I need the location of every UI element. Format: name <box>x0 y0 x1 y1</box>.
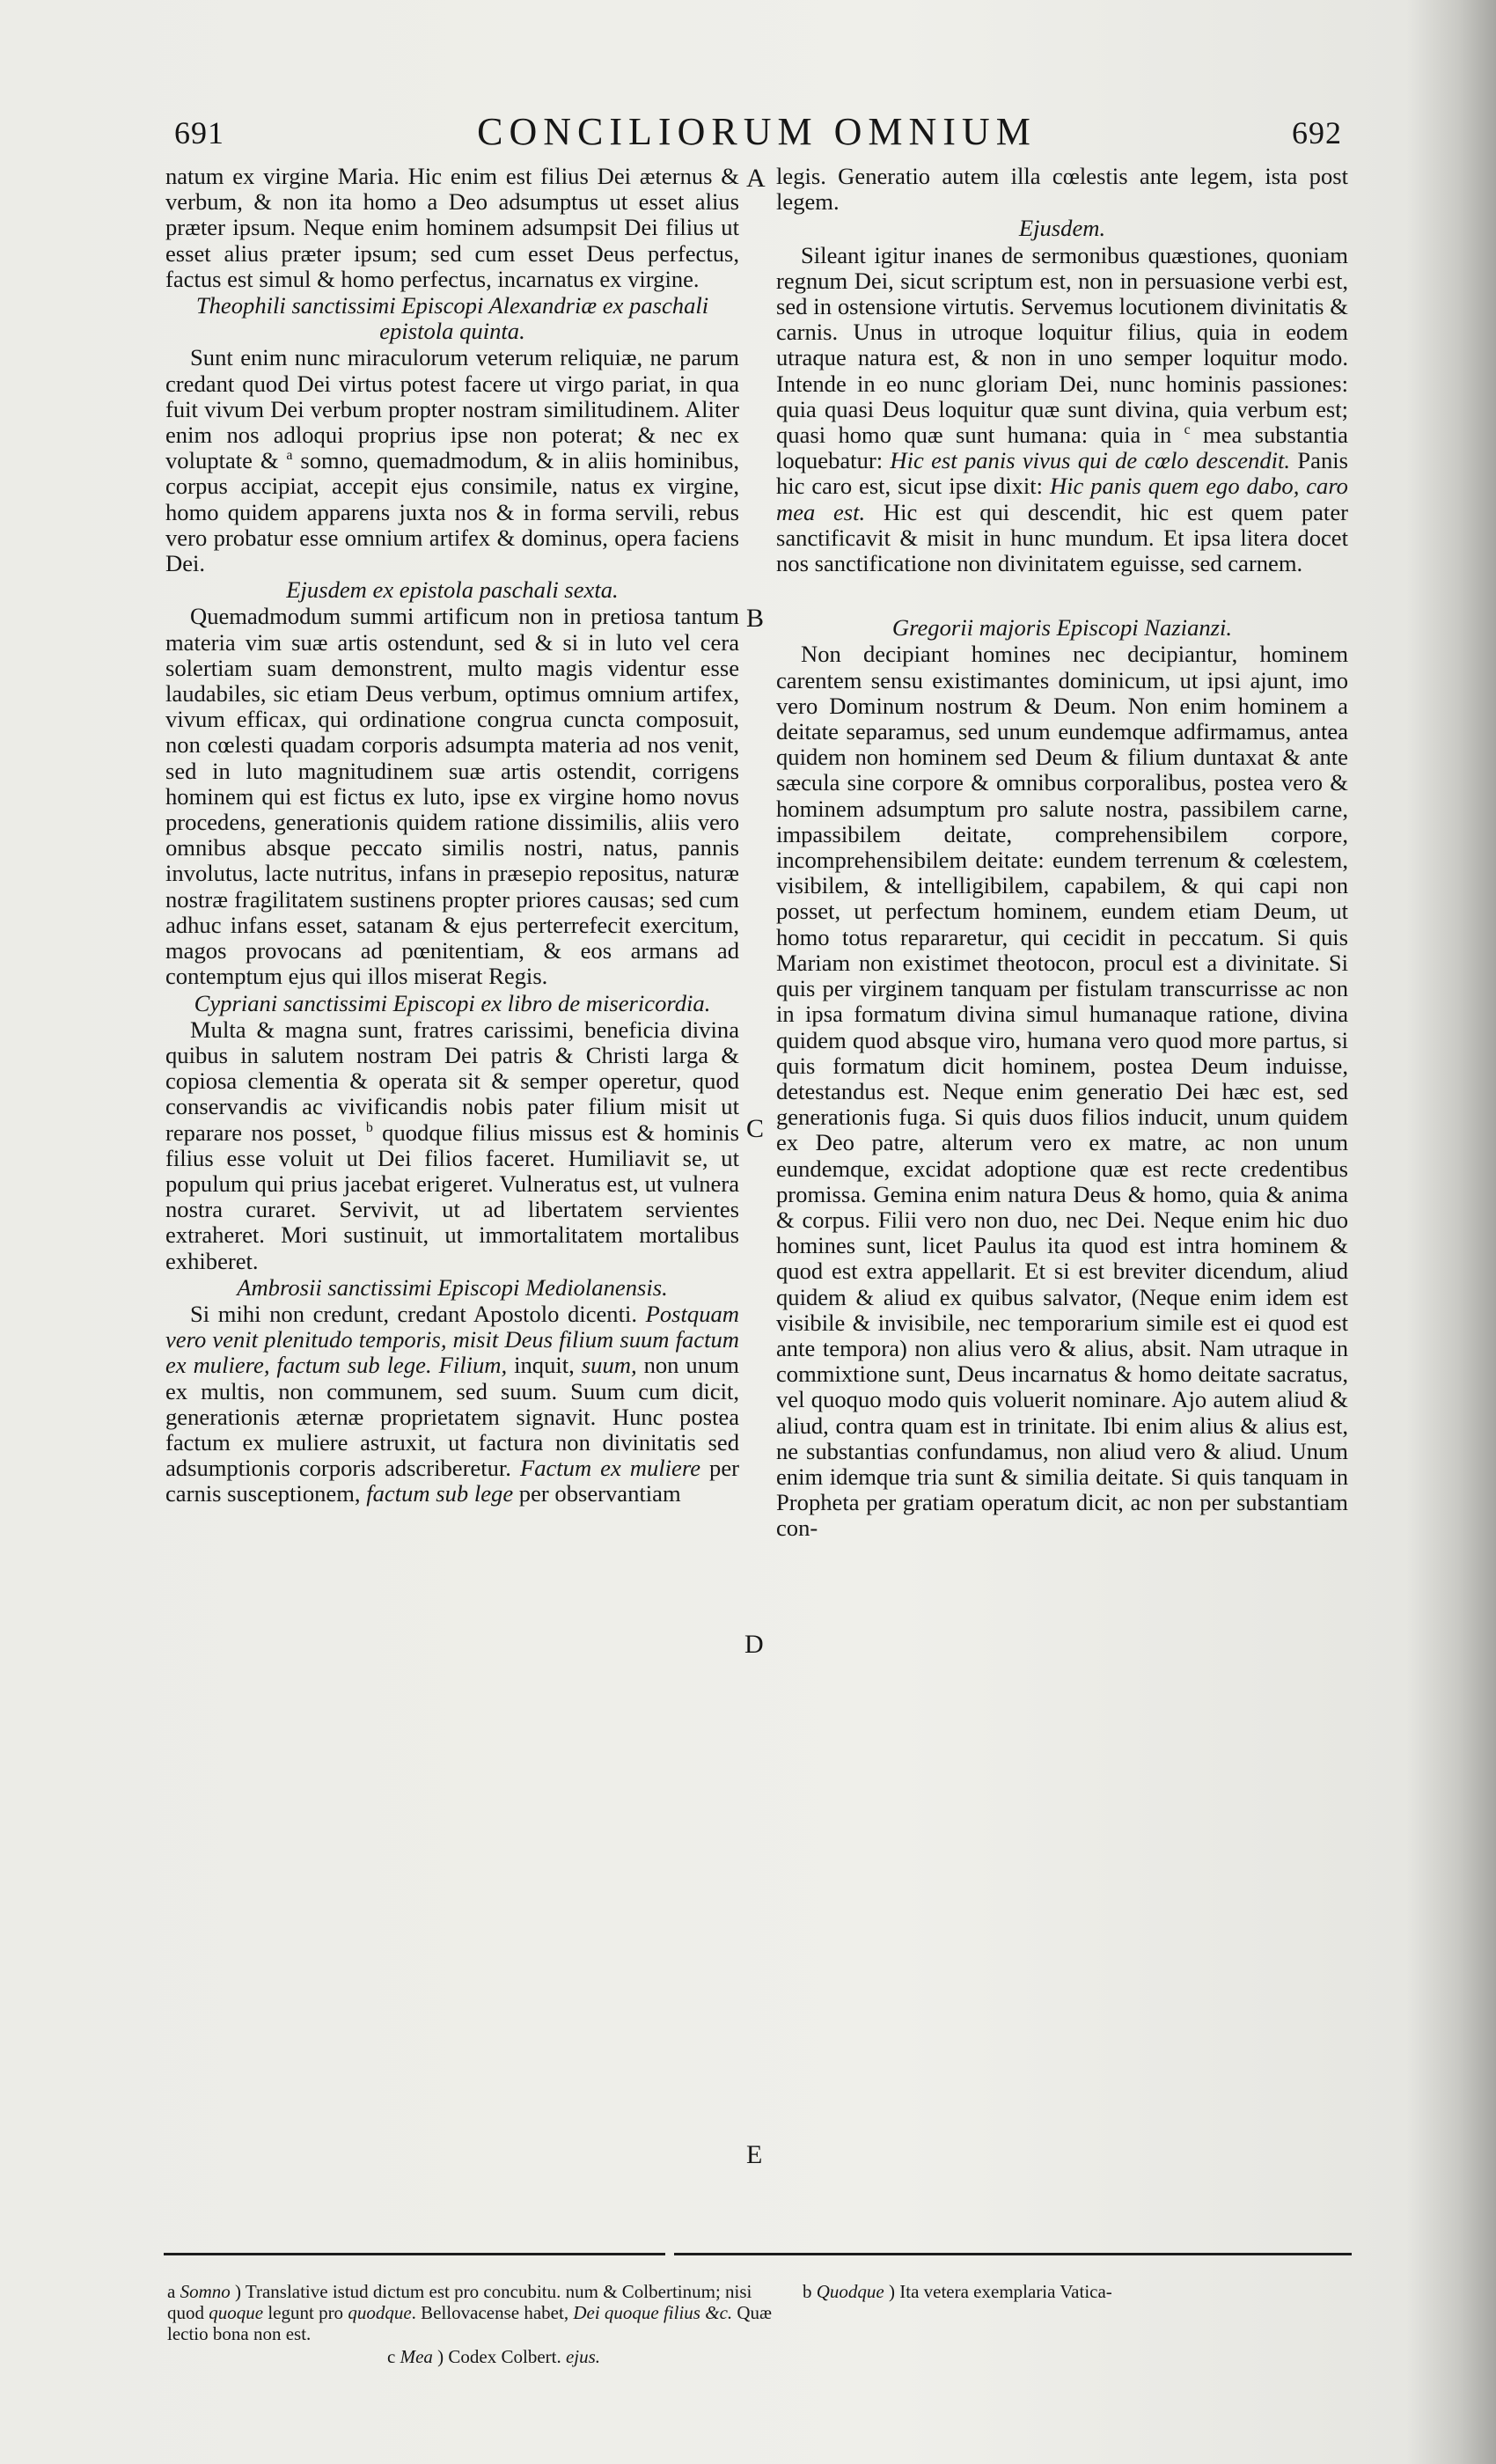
footnote-text: ) Translative istud dictum est pro concubitu. num & Colbertinum; nisi quod <box>167 2281 752 2323</box>
text-run: per carnis susceptionem, <box>165 1455 739 1507</box>
scripture-quote: suum, <box>581 1352 637 1379</box>
footnote-column-right <box>803 2281 1348 2304</box>
text-run: Si mihi non credunt, credant Apostolo dicenti. <box>190 1300 638 1327</box>
page-number-right: 692 <box>1292 115 1342 150</box>
text-run: non unum ex multis, non communem, sed suum. Suum cum dicit, generationis æternæ proprietatem signavit. Hunc postea factum ex muliere astruxit, ut factura non divinitatis sed adsumptionis corporis adscriberetur. <box>165 1352 739 1482</box>
section-heading: Ejusdem. <box>1018 215 1106 242</box>
footnote-text: . Bellovacense habet, <box>411 2302 569 2323</box>
footnote-text: legunt pro <box>268 2302 344 2323</box>
paragraph <box>165 1017 739 1274</box>
footnote-lemma: Somno <box>180 2281 231 2302</box>
footnote-italic: quodque <box>348 2302 412 2323</box>
footnote-text: ) Ita vetera exemplaria Vatica- <box>889 2281 1112 2302</box>
paragraph: legis. Generatio autem illa cœlestis ante legem, ista post legem. <box>776 163 1348 216</box>
footnote-mark: a <box>167 2281 176 2302</box>
text-run: mea substantia loquebatur: <box>776 422 1348 474</box>
paragraph: natum ex virgine Maria. Hic enim est filius Dei æternus & verbum, & non ita homo a Deo adsumptus ut esset alius præter ipsum. Neque enim hominem adsumpsit Dei filius ut esset alius præter ipsum; sed cum esset Deus perfectus, factus est simul & homo perfectus, incarnatus ex virgine. <box>165 163 739 292</box>
left-column <box>165 164 739 1507</box>
footnote-mark: c <box>387 2346 396 2367</box>
paragraph <box>776 243 1348 577</box>
rule-segment <box>674 2253 1352 2255</box>
footnote-b <box>803 2281 1348 2302</box>
margin-letter-c: C <box>746 1114 765 1143</box>
scripture-quote: factum sub lege <box>366 1480 514 1507</box>
margin-letter-a: A <box>746 164 766 193</box>
footnote-italic: Dei quoque filius &c. <box>573 2302 733 2323</box>
scripture-quote: Hic panis quem ego dabo, caro mea est. <box>776 473 1348 525</box>
scripture-quote: Postquam vero venit plenitudo temporis, misit Deus filium suum factum ex muliere, factum sub lege. Filium, <box>165 1300 739 1379</box>
page-number-left: 691 <box>174 115 224 150</box>
scripture-quote: Hic est panis vivus qui de cœlo descendit. <box>890 447 1291 474</box>
section-heading: Gregorii majoris Episcopi Nazianzi. <box>891 614 1233 642</box>
rule-segment <box>164 2253 665 2255</box>
text-run: Sileant igitur inanes de sermonibus quæstiones, quoniam regnum Dei, sicut scriptum est, non in persuasione verbi est, sed in ostensione virtutis. Servemus locutionem divinitatis & carnis. Unus in utroque loquitur filius, quia in eodem utraque natura est, & non in uno semper loquitur modo. Intende in eo nunc gloriam Dei, nunc hominis passiones: quia quasi Deus loquitur quæ sunt divina, quia verbum est; quasi homo quæ sunt humana: quia in <box>776 241 1348 449</box>
footnote-marker: a <box>286 448 293 464</box>
section-heading: Ambrosii sanctissimi Episcopi Mediolanensis. <box>237 1273 668 1301</box>
footnote-marker: c <box>1184 422 1191 438</box>
text-run: per observantiam <box>518 1480 681 1507</box>
footnote-marker: b <box>365 1119 373 1135</box>
margin-letter-b: B <box>746 604 765 633</box>
footnote-a <box>167 2281 783 2344</box>
footnote-column-left <box>167 2281 783 2369</box>
text-run: Multa & magna sunt, fratres carissimi, beneficia divina quibus in salutem nostram Dei patris & Christi larga & copiosa clementia & operata sit & semper operetur, quod conservandis ac vivificandis nobis pater filium misit ut reparare nos posset, <box>165 1016 739 1146</box>
margin-letter-d: D <box>744 1630 764 1659</box>
text-run: Panis hic caro est, sicut ipse dixit: <box>776 447 1348 500</box>
footnote-italic: ejus. <box>565 2346 601 2367</box>
paragraph: Non decipiant homines nec decipiantur, hominem carentem sensu existimantes dominicum, ut ipsi ajunt, imo vero Dominum nostrum & Deum. Non enim hominem a deitate separamus, sed unum eundemque adfirmamus, antea quidem non hominem sed Deum & filium duntaxat & ante sæcula sine corpore & omnibus corporalibus, postea vero & hominem adsumptum pro salute nostra, passibilem carne, impassibilem deitate, comprehensibilem corpore, incomprehensibilem deitate: eundem terrenum & cœlestem, visibilem, & intelligibilem, capabilem, & qui capi non posset, ut perfectum hominem, eundem etiam Deum, ut homo totus repararetur, qui cecidit in peccatum. Si quis Mariam non existimet theotocon, procul est a divinitate. Si quis per virginem tanquam per fistulam transcurrisse ac non in ipsa formatum divina simul humanaque ratione, divina quidem quod absque viro, humana vero quod more partus, si quis formatum dicit hominem, postea Deum induisse, detestandus est. Neque enim generatio Dei hæc est, sed generationis fuga. Si quis duos filios inducit, unum quidem ex Deo patre, alterum vero ex matre, ac non unum eundemque, excidat adoptione quæ est recte credentibus promissa. Gemina enim natura Deus & homo, quia & anima & corpus. Filii vero non duo, nec Dei. Neque enim hic duo homines sunt, licet Paulus ita quod est intra hominem & quod est extra appellarit. Et si est breviter dicendum, aliud quidem & aliud ex quibus salvator, (Neque enim idem est visibile & invisibile, nec temporarium simile est ei quod est ante tempora) non alius vero & alius, absit. Nam utraque in commixtione sunt, Deus incarnatus & homo deitate sacratus, vel quoquo modo quis voluerit nominare. Ajo autem aliud & aliud, contra quam est in trinitate. Ibi enim alius & alius est, ne substantias confundamus, non aliud vero & aliud. Unum enim idemque tria sunt & similia deitate. Si quis tanquam in Propheta per gratiam operatum dicit, ac non per substantiam con- <box>776 641 1348 1542</box>
text-run: inquit, <box>514 1352 575 1379</box>
paragraph <box>165 1302 739 1507</box>
margin-letter-e: E <box>746 2140 763 2169</box>
section-heading: Theophili sanctissimi Episcopi Alexandriæ ex paschali epistola quinta. <box>195 292 709 345</box>
running-title: CONCILIORUM OMNIUM <box>477 110 1037 153</box>
footnote-rule <box>164 2253 1352 2258</box>
footnote-lemma: Quodque <box>816 2281 884 2302</box>
text-run: quodque filius missus est & hominis filius esse voluit ut Dei filios faceret. Humiliavit se, ut populum qui prius jacebat erigeret. Vulneratus est, ut vulnera nostra curaret. Servivit, ut ad libertatem servientes extraheret. Mori sustinuit, ut immortalitatem mortalibus exhiberet. <box>165 1118 739 1274</box>
footnote-c <box>167 2346 783 2367</box>
text-run: Sunt enim nunc miraculorum veterum reliquiæ, ne parum credant quod Dei virtus potest facere ut virgo pariat, in qua fuit vivum Dei verbum propter nostram similitudinem. Aliter enim nos adloqui proprius ipse non poterat; & nec ex voluptate & <box>165 344 739 474</box>
paragraph <box>165 345 739 576</box>
section-heading: Cypriani sanctissimi Episcopi ex libro de misericordia. <box>194 989 711 1016</box>
right-column <box>776 164 1348 1542</box>
footnote-text: ) Codex Colbert. <box>437 2346 561 2367</box>
footnote-text: Quæ lectio bona non est. <box>167 2302 773 2344</box>
paragraph: Quemadmodum summi artificum non in pretiosa tantum materia vim suæ artis ostendunt, sed & si in luto vel cera solertiam suam demonstrent, multo magis videntur esse laudabiles, sic etiam Deus verbum, optimus omnium artifex, vivum efficax, qui ordinatione congrua cuncta composuit, non cœlesti quadam corporis adsumpta materia ad nos venit, sed in luto magnitudinem suæ artis ostendit, corrigens hominem qui est fictus ex luto, ipse ex virgine homo novus procedens, generationis quidem ratione dissimilis, aliis vero omnibus absque peccato similis nostri, natus, pannis involutus, lacte nutritus, infans in præsepio repositus, naturæ nostræ fragilitatem sustinens propter priores causas; sed cum adhuc infans esset, satanam & ejus perterrefecit exercitum, magos provocans ad pœnitentiam, & eos armans ad contemptum ejus qui illos miserat Regis. <box>165 603 739 990</box>
section-heading: Ejusdem ex epistola paschali sexta. <box>286 576 619 604</box>
text-run: Hic est qui descendit, hic est quem pater sanctificavit & misit in hunc mundum. Et ipsa litera docet nos sanctificatione non divinitatem eguisse, sed carnem. <box>776 498 1348 577</box>
scripture-quote: Factum ex muliere <box>519 1455 701 1482</box>
footnote-italic: quoque <box>209 2302 264 2323</box>
footnote-lemma: Mea <box>400 2346 433 2367</box>
text-run: somno, quemadmodum, & in aliis hominibus, corpus accipiat, accepit ejus consimile, natus ex virgine, homo quidem apparens juxta nos & in forma servili, rebus vero probatur esse omnium artifex & dominus, opera faciens Dei. <box>165 447 740 577</box>
footnote-mark: b <box>803 2281 812 2302</box>
